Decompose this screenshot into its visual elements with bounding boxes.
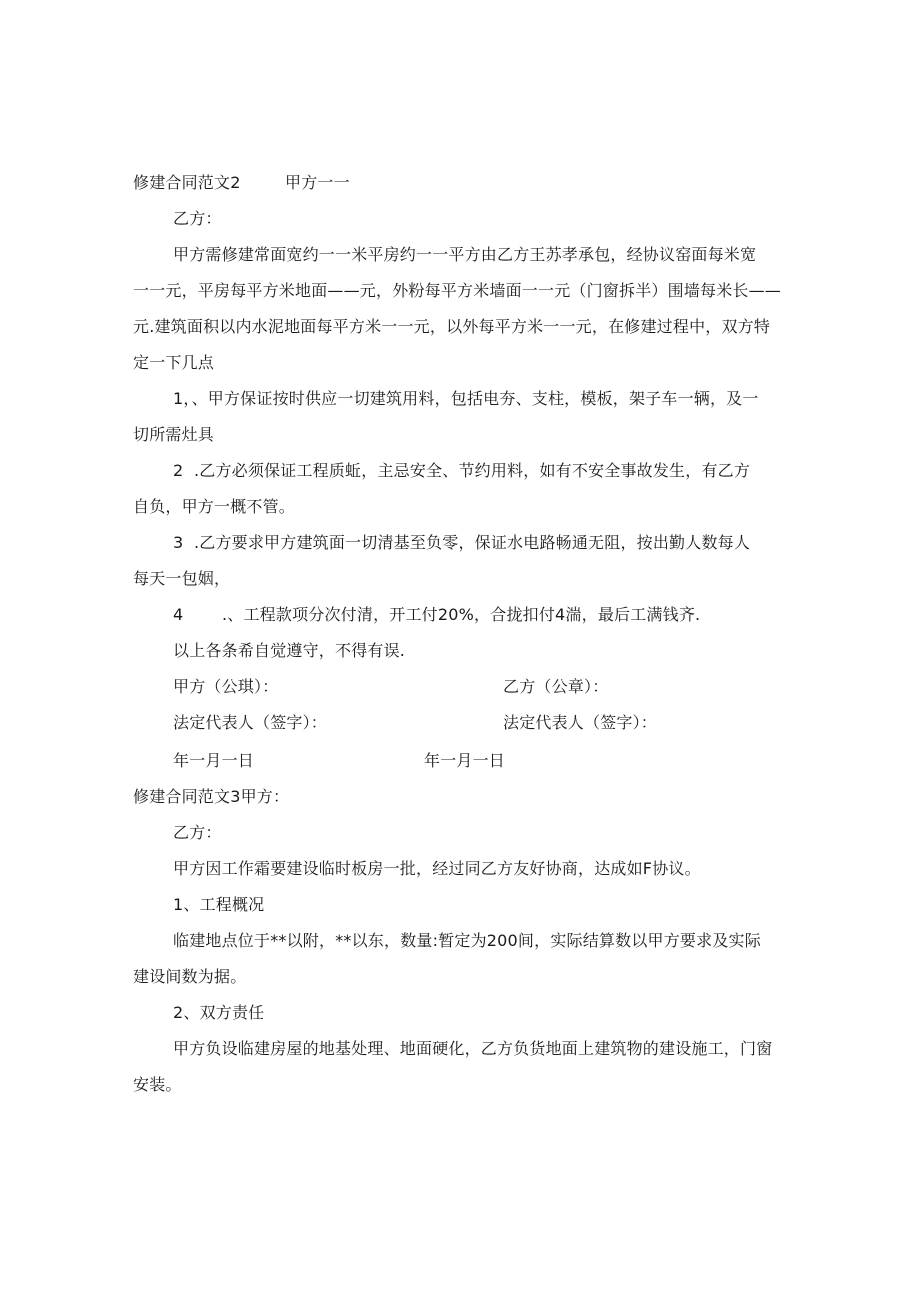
section-2-intro-line-2: 一一元，平房每平方米地面——元，外粉每平方米墙面一一元（门窗拆半）围墙每米长—— bbox=[133, 281, 782, 300]
item-3-line-1: 3 .乙方要求甲方建筑面一切清基至负零，保证水电路畅通无阻，按出勤人数每人 bbox=[173, 533, 751, 552]
item-2-line-2: 自负，甲方一概不管。 bbox=[133, 497, 296, 516]
representative-b: 法定代表人（签字）： bbox=[503, 713, 658, 732]
signature-party-a: 甲方（公琪）： bbox=[173, 677, 279, 696]
section-2-heading: 修建合同范文2 bbox=[133, 173, 241, 192]
date-b: 年一月一日 bbox=[424, 751, 506, 770]
section-3-heading: 修建合同范文3甲方： bbox=[133, 787, 290, 806]
section-2-party-b: 乙方： bbox=[173, 209, 222, 228]
section-3-paragraph-1-line-1: 临建地点位于**以附，**以东，数量:暂定为200间，实际结算数以甲方要求及实际 bbox=[173, 931, 761, 950]
representative-a: 法定代表人（签字）： bbox=[173, 713, 328, 732]
item-4-number: 4 bbox=[173, 605, 184, 624]
signature-party-b: 乙方（公章）： bbox=[503, 677, 609, 696]
section-3-paragraph-2-line-2: 安装。 bbox=[133, 1075, 182, 1094]
section-3-party-b: 乙方： bbox=[173, 823, 222, 842]
date-a: 年一月一日 bbox=[173, 751, 255, 770]
item-4-text: .、工程款项分次付清，开工付20%，合拢扣付4湍，最后工满钱齐. bbox=[222, 605, 701, 624]
item-1-line-2: 切所需灶具 bbox=[133, 425, 215, 444]
section-3-heading-2: 2、双方责任 bbox=[173, 1003, 265, 1022]
section-2-intro-line-3: 元.建筑面积以内水泥地面每平方米一一元，以外每平方米一一元，在修建过程中，双方特 bbox=[133, 317, 771, 336]
section-3-paragraph-2-line-1: 甲方负设临建房屋的地基处理、地面硬化，乙方负货地面上建筑物的建设施工，门窗 bbox=[173, 1039, 773, 1058]
section-2-intro-line-4: 定一下几点 bbox=[133, 353, 215, 372]
item-2-line-1: 2 .乙方必须保证工程质蚯，主忌安全、节约用料，如有不安全事故发生，有乙方 bbox=[173, 461, 751, 480]
closing-statement: 以上各条希自觉遵守，不得有误. bbox=[173, 641, 406, 660]
item-3-line-2: 每天一包姻， bbox=[133, 569, 231, 588]
section-3-heading-1: 1、工程概况 bbox=[173, 895, 265, 914]
section-2-intro-line-1: 甲方需修建常面宽约一一米平房约一一平方由乙方王苏孝承包，经协议窑面每米宽 bbox=[173, 245, 757, 264]
section-2-party-a: 甲方一一 bbox=[285, 173, 350, 192]
section-3-paragraph-1-line-2: 建设间数为据。 bbox=[133, 967, 247, 986]
section-3-intro: 甲方因工作霜要建设临时板房一批，经过同乙方友好协商，达成如F协议。 bbox=[173, 859, 701, 878]
item-1-line-1: 1，、甲方保证按时供应一切建筑用料，包括电夯、支柱，模板，架子车一辆，及一 bbox=[173, 389, 759, 408]
